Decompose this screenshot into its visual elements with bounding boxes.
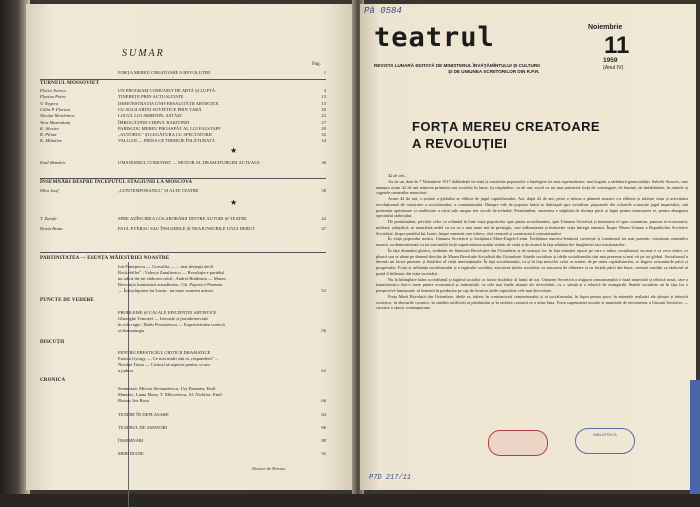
- contents-row: Nicolai Mordvinov LOCUL LUI ARBENIN, ASTĂZI 22: [40, 113, 326, 119]
- headline-line: A REVOLUȚIEI: [412, 136, 508, 151]
- red-ink-stamp: [488, 430, 548, 456]
- contents-row: V. Negreu DEMONSTRAȚIA UNIVERSALITĂȚII ARTISTICE 15: [40, 100, 326, 106]
- illustrations-credit: Desene de Hiraux: [252, 466, 286, 471]
- contents-row: și dramaturgia 56: [118, 328, 326, 333]
- contents-row: Semnează: Mircea Alexandrescu, Ury Benador, Emil: [118, 386, 216, 391]
- section-heading: PUNCTE DE VEDERE: [40, 298, 94, 303]
- paragraph: Forța Marii Revoluții din Octombrie, ideile ei, trăiesc în constructorii comunismului și ai socialismului, în lupta pentru pace, în mărețele realizări ale științei și tehnicii sovietice, în zborurile cosmice, în sateliții artificiali ai pămîntului și în racheta cosmică ce a atins luna. Forța suprematiei morale și materiale de necontestat a Uniunii Sovietice — cucerire a epocii contemporane.: [376, 293, 688, 311]
- paragraph: Au de un, data de 7 Noiembrie 1917 dobîndește în viață și constituie popoarelor o înțelegere tot mai cuprinzătoare, mai bogată, a sărbătorii generozității. Salvele Aurorei, care anunțau acum 42 de ani nașterea primului stat socialist în lume, își răspîndesc, ca de ani, ecoul cu tot mai puternică forță de convingere, de lumină, de îmbărbătare, în inimile și cugetele oamenilor muncitori.: [376, 178, 688, 196]
- contents-row: FORȚA MEREU CREATOARE A REVOLUȚIEI 1: [118, 70, 326, 75]
- contents-row: K. Mihailov VALGAN — FRINA CE TREBUIE ÎNLĂTURATĂ 34: [40, 138, 326, 144]
- paragraph: Acum 42 de ani, o șesime a globului se elibera de jugul capitalismului. Azi, după 42 de ani, peste o treime a planetei noastre s-a eliberat și trăiește viața și activitatea revoluționară de construire a socialismului, a comunismului. Dinspre cele de popoare lumii se îndreaptă spre socialism, popoarele din coloniile scuturate jugul imperialist, sub presiunea apăsătoare și umilitoare a cărui sale asupra trei secole de-a-rîndul. Pretutindeni, omenirea e stăpînită de dorința păcii și luptă pentru instaurarea ei, pentru alungarea spectrului războiului.: [376, 196, 688, 219]
- article-headline: [412, 118, 600, 152]
- star-ornament: ★: [230, 146, 238, 155]
- contents-row: Gheorghe Tomozei — Inovație și pseudoinovație: [118, 316, 209, 321]
- section-heading: CRONICA: [40, 378, 66, 383]
- issue-month: Noiembrie: [588, 24, 623, 31]
- contents-row: TEATRUL DE AMATORI 86: [118, 425, 326, 430]
- paragraph: De pretutindeni, privirile celor ce schimbă în bine viața popoarelor spre patria socialismului, spre Uniunea Sovietică și înaintarea ei spre comunism, puterea ei economică, militară, științifică, se manifestă astfel cu tot cu o mai mare mă de prestigiu, care influențează și înrîurește viața întregii omeniri. Înspre Marea Uniune a Republicilor Sovietice Socialiste, înspre partidul lui Lenin, înspre oamenii care trăiesc, sînt creatorii și constructorii comunismului.: [376, 219, 688, 236]
- section-heading: ÎNSEMNĂRI DESPRE ÎNCEPUTUL STAGIUNII LA MOSCOVA: [40, 180, 193, 185]
- contents-row: nu adică tăi-mi elaborez rolul ; Andrei Brădeanu — Marea: [118, 276, 226, 281]
- contents-row: PROBLEME ȘI CĂI ALE EFICIENȚEI ARTISTICE: [118, 310, 217, 315]
- contents-row: Rockefeller" ; Valerca Zamfirescu — Revoluția e partidul: [118, 270, 225, 275]
- section-heading: DISCUȚII: [40, 340, 65, 345]
- star-ornament: ★: [230, 198, 238, 207]
- star-ornament: ·: [172, 75, 174, 81]
- masthead-subtitle: REVISTA LUNARĂ EDITATĂ DE MINISTERUL ÎNVĂȚĂMÎNTULUI ȘI CULTURII: [374, 63, 540, 68]
- contents-row: Rizian, Iris Bosa 66: [118, 398, 326, 403]
- issue-number: 11: [604, 32, 630, 59]
- paragraph: În viața poporului nostru, Uniunea Sovietică și învățătura Marx-Engels-Lenin. Învățătura marxist-leninistă cucerește și luminează tot mai puternic conștiința oamenilor muncii, ea demonstrează cu tot mai multă forță superioritatea noului sistem de viață și de muncă în fața adulatorilor burgheziei sau reacționarilor.: [376, 236, 688, 247]
- contents-row: Eonica Gyorgy — Ce mai multi sînt ai ,răspunderii" ...: [118, 356, 219, 361]
- issue-volume: (Anul IV): [603, 65, 624, 71]
- contents-row: Vera Maretskaia ÎMBOGĂȚIND CHIPUL RAKITINEI 27: [40, 119, 326, 125]
- contents-row: PENTRU PRESTIGIUL CRITICII DRAMATICE: [118, 350, 211, 355]
- contents-row: Călin P. Florian CU SOLII ARTEI SOVIETICE PRIN ȚARĂ 20: [40, 106, 326, 112]
- contents-row: MERIDIANE 92: [118, 451, 326, 456]
- page-column-label: Pag.: [312, 62, 321, 67]
- library-stamp: BIBLIOTECA: [575, 428, 635, 454]
- contents-row: R. Piliatt „AUTORUL" ȘI LEGĂTURA CU SPECTATORII 32: [40, 132, 326, 138]
- divider: [40, 178, 326, 179]
- masthead-subtitle: ȘI DE UNIUNEA SCRIITORILOR DIN R.P.R.: [448, 69, 540, 74]
- archive-stamp: Pă 0584: [364, 6, 402, 16]
- contents-row: Horia Bratu PAUL EVERAC SAU ÎNSUȘIRILE ȘI NEAJUNSURILE UNUI DEBUT 47: [40, 226, 326, 231]
- contents-row: Mandric, Liana Maxy, T. Milcovescu, Al. Nichifor, Emil: [118, 392, 222, 397]
- headline-line: FORȚA MEREU CREATOARE: [412, 119, 600, 134]
- contents-row: — Întruchiparea lui Lenin : un mare examen artistic 52: [118, 288, 326, 293]
- divider: [40, 79, 326, 80]
- shelf-reference: P7D 217/11: [369, 474, 412, 482]
- contents-row: Nicolae Tăuta — Criticul să aspecte pentru ca sau: [118, 362, 210, 367]
- paragraph: 42 de ani...: [388, 173, 408, 178]
- contents-row: a judeca 62: [118, 368, 326, 373]
- section-heading: PARTINITATEA — ESENȚA MĂIESTRIEI NOASTRE: [40, 256, 170, 261]
- contents-row: ÎNSEMNĂRI 88: [118, 438, 326, 443]
- divider: [40, 252, 326, 253]
- contents-row: în rolu regie ; Radu Penciulescu — Expresivitatea scenică: [118, 322, 225, 327]
- contents-row: Revoluție luminează actualitatea ; Gh. Popovici-Poenaru: [118, 282, 223, 287]
- contents-row: Ion Pintepescu — Gravallia — ... mai deștepți decît: [118, 264, 214, 269]
- contents-row: Florian Potra TINEREȚE PRIN ACTUALITATE 13: [40, 94, 326, 100]
- magazine-logo: teatrul: [374, 22, 495, 53]
- article-body: [376, 173, 688, 311]
- contents-row: K. Alexiev PARISCOU MEREU PROASPĂT AL LUI FALSTAFF 29: [40, 125, 326, 131]
- section-heading: TURNEUL MOSSOVIET: [40, 81, 100, 86]
- paragraph: În fața drumului glorios, străbătut de făuritorii Revoluției din Octombrie și de urmașii lor, în fața măreției epocii pe care o trăim, socialismul, nu mai e ca ceva străin, ce pleacă sau se abate pe drumul deschis de Marea Revoluție Socialistă din Octombrie. Statele socialiste și ideile socialismului sînt mai prezente și mai vii pe tot globul. Socialismul a devenit un factor puternic și hotărîtor al vieții internaționale. În fața socialismului, ca și în fața nevoilor celor ce trăiesc de pe urma capitalismului, se lărgesc orizonturile păcii și progresului. Forța și influența socialismului și a lagărului socialist, asocierea țărilor socialiste cu mișcarea de eliberare și cu forțele păcii din lume, creează condiții ca războiul să poată fi înlăturat din viața societății.: [376, 247, 688, 276]
- contents-row: T. Zamfir SPRE ADÎNCIREA COLABORĂRII DINTRE AUTORI ȘI TEATRE 42: [40, 216, 326, 221]
- contents-row: Florin Tornea UN PROGRAM COMUNIST DE ARTĂ ȘI LUPTĂ 3: [40, 88, 326, 93]
- paragraph: Nu la întîmplare luăm socialismul și lagărul socialist ca factor hotărîtor al lumii de azi. Uniunea Sovietică a asigurat comunismului o bază materială și tehnică nouă, care a transformat-o într-o mare putere economică și industrială, cu cele mai înalte ritmuri ale dezvoltării, cu o știință și o tehnică de avangardă. Statele socialiste au în fața lor o perspectivă luminoasă: să întreacă în producția pe cap de locuitor țările capitaliste cele mai dezvoltate.: [376, 276, 688, 293]
- contents-title: SUMAR: [122, 48, 165, 59]
- contents-row: Mira Iosif „CONTEMPORANUL" ȘI ALTE TEATRE 38: [40, 188, 326, 193]
- page-edge-tab: [690, 380, 700, 494]
- issue-year: 1959: [603, 57, 618, 64]
- contents-row: TEATRE ÎN DEPLASARE 84: [118, 412, 326, 417]
- contents-row: Emil Mandric UMANISMUL COMUNIST — MOTOR AL DRAMATURGIEI ACTUALE 36: [40, 160, 326, 165]
